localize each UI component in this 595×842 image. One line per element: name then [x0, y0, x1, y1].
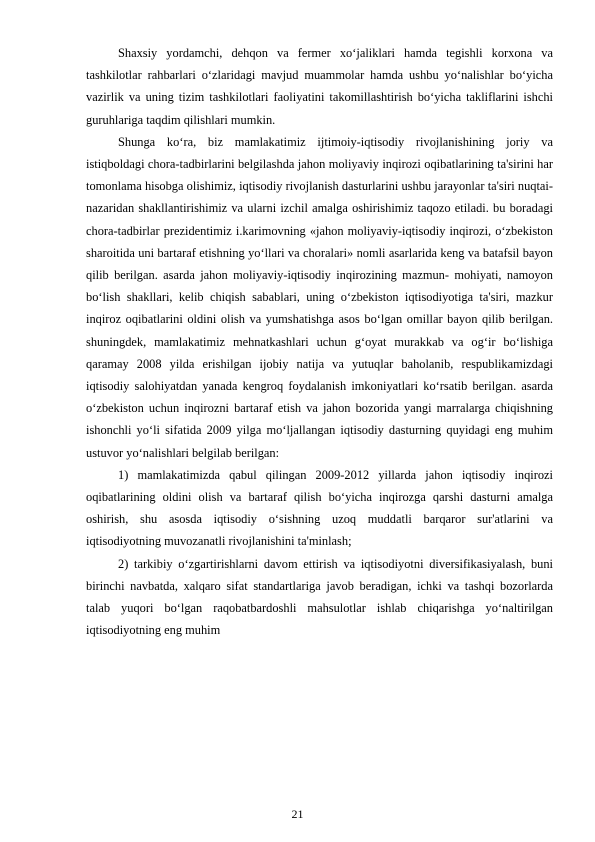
- page-number: 21: [291, 807, 304, 821]
- paragraph-1: Shaxsiy yordamchi, dehqon va fermer xo‘jaliklari hamda tegishli korxona va tashkilotlar rahbarlari o‘zlaridagi mavjud muammolar hamda ushbu yo‘nalishlar bo‘yicha vazirlik va uning tizim tashkilotlari faoliyatini takomillashtirish bo‘yicha takliflarini ishchi guruhlariga taqdim qilishlari mumkin.: [86, 46, 553, 127]
- body-text: [86, 42, 553, 641]
- paragraph-3: 1) mamlakatimizda qabul qilingan 2009-2012 yillarda jahon iqtisodiy inqirozi oqibatlarining oldini olish va bartaraf qilish bo‘yicha inqirozga qarshi dasturni amalga oshirish, shu asosda iqtisodiy o‘sishning uzoq muddatli barqaror sur'atlarini va iqtisodiyotning muvozanatli rivojlanishini ta'minlash;: [86, 467, 553, 549]
- paragraph-2: Shunga ko‘ra, biz mamlakatimiz ijtimoiy-iqtisodiy rivojlanishining joriy va istiqboldagi chora-tadbirlarini belgilashda jahon moliyaviy inqirozi oqibatlarining ta'sirini har tomonlama hisobga olishimiz, iqtisodiy rivojlanish dasturlarini ushbu jarayonlar ta'siri nuqtai- nazaridan shakllantirishimiz va ularni izchil amalga oshirishimiz taqozo etiladi. bu boradagi chora-tadbirlar prezidentimiz i.karimovning «jahon moliyaviy-iqtisodiy inqirozi, o‘zbekiston sharoitida uni bartaraf etishning yo‘llari va choralari» nomli asarlarida keng va batafsil bayon qilib berilgan. asarda jahon moliyaviy-iqtisodiy inqirozining mazmun- mohiyati, namoyon bo‘lish shakllari, kelib chiqish sabablari, uning o‘zbekiston iqtisodiyotiga ta'siri, mazkur inqiroz oqibatlarini oldini olish va yumshatishga asos bo‘lgan omillar bayon qilib berilgan. shuningdek, mamlakatimiz mehnatkashlari uchun g‘oyat murakkab va og‘ir bo‘lishiga qaramay 2008 yilda erishilgan ijobiy natija va yutuqlar baholanib, respublikamizdagi iqtisodiy salohiyatdan yanada kengroq foydalanish imkoniyatlari ko‘rsatib berilgan. asarda o‘zbekiston uchun inqirozni bartaraf etish va jahon bozorida yangi marralarga chiqishning ishonchli yo‘li sifatida 2009 yilga mo‘ljallangan iqtisodiy dasturning quyidagi eng muhim ustuvor yo‘nalishlari belgilab berilgan:: [86, 134, 553, 460]
- paragraph-4: 2) tarkibiy o‘zgartirishlarni davom ettirish va iqtisodiyotni diversifikasiyalash, buni birinchi navbatda, xalqaro sifat standartlariga javob beradigan, ichki va tashqi bozorlarda talab yuqori bo‘lgan raqobatbardoshli mahsulotlar ishlab chiqarishga yo‘naltirilgan iqtisodiyotning eng muhim: [86, 556, 553, 638]
